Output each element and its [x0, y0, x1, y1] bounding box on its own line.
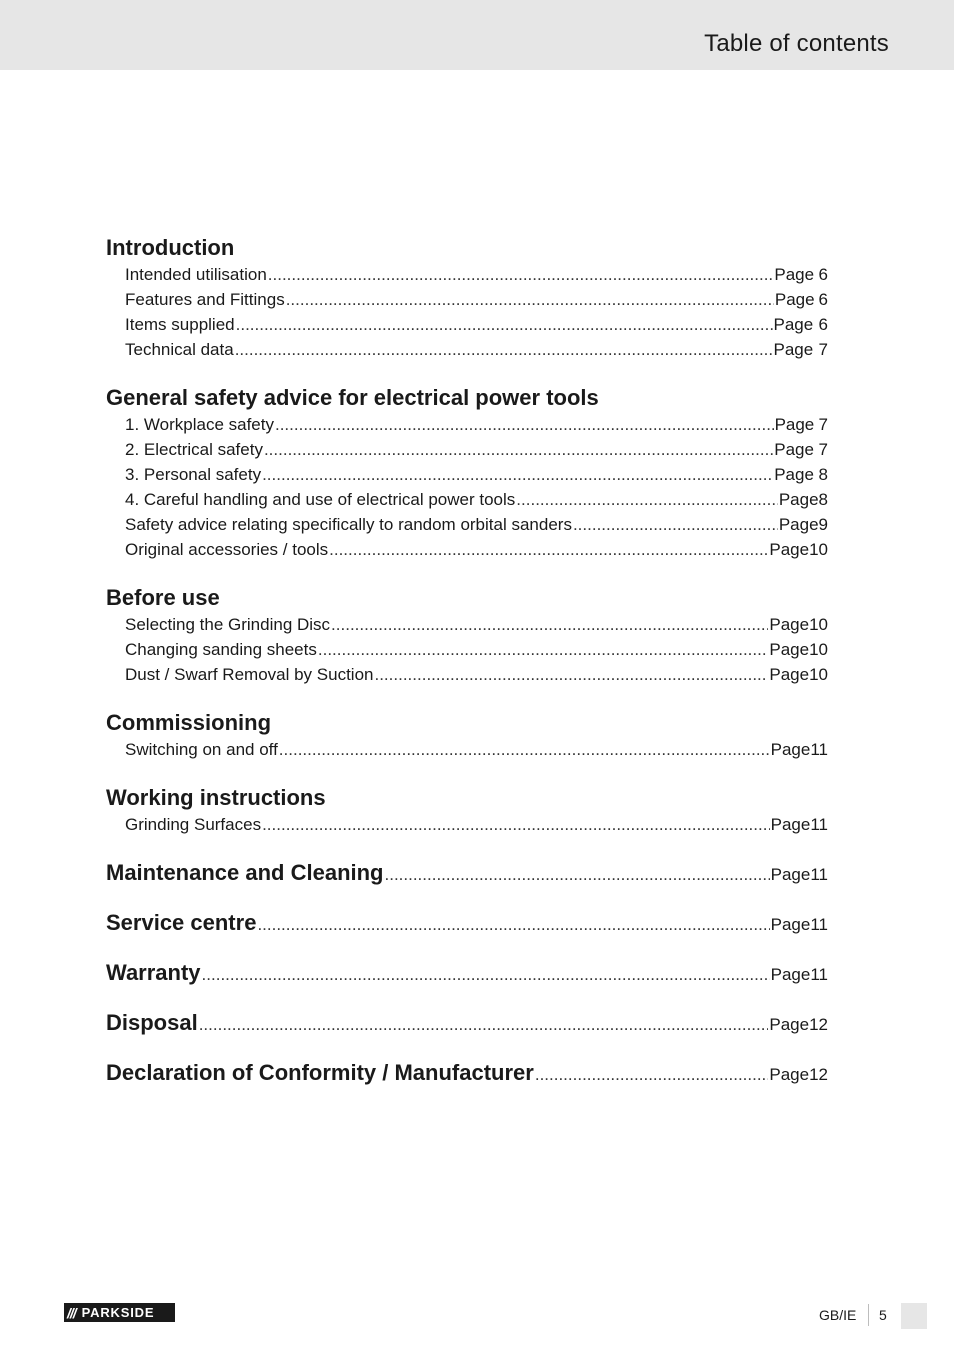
- toc-entry[interactable]: [125, 415, 828, 437]
- page-word: Page: [770, 865, 811, 884]
- page-word: Page: [769, 665, 810, 684]
- footer-divider: [868, 1304, 869, 1326]
- toc-heading-label: Warranty: [106, 960, 201, 985]
- page-word: Page: [778, 515, 819, 534]
- toc-entry[interactable]: [125, 615, 828, 637]
- dot-leader: [329, 540, 768, 560]
- dot-leader: [535, 1065, 769, 1085]
- toc-entry[interactable]: [125, 465, 828, 487]
- dot-leader: [262, 815, 770, 835]
- dot-leader: [286, 290, 774, 310]
- page-word: Page: [769, 540, 810, 559]
- page-word: Page: [773, 340, 814, 359]
- toc-entry[interactable]: [125, 540, 828, 562]
- toc-heading-entry[interactable]: [106, 960, 828, 988]
- dot-leader: [199, 1015, 769, 1035]
- page-word: Page: [770, 815, 811, 834]
- toc-entry-label: Safety advice relating specifically to random orbital sanders: [125, 515, 572, 534]
- page-number: 6: [818, 315, 828, 334]
- page-word: Page: [774, 290, 815, 309]
- toc-entry[interactable]: [125, 290, 828, 312]
- dot-leader: [374, 665, 768, 685]
- toc-entry[interactable]: [125, 515, 828, 537]
- toc-entry-label: 4. Careful handling and use of electrical power tools: [125, 490, 516, 509]
- page-number: 11: [810, 965, 828, 984]
- dot-leader: [516, 490, 778, 510]
- page-number: 11: [810, 815, 828, 834]
- logo-stripes-icon: ///: [67, 1304, 76, 1321]
- toc-entry-label: Items supplied: [125, 315, 235, 334]
- page-number: 7: [818, 340, 828, 359]
- page-number: 10: [809, 665, 828, 684]
- toc-entry[interactable]: [125, 340, 828, 362]
- page-word: Page: [770, 740, 811, 759]
- dot-leader: [279, 740, 770, 760]
- page-number: 10: [809, 615, 828, 634]
- toc-heading-label: Service centre: [106, 910, 257, 935]
- section-title-introduction: Introduction: [106, 235, 235, 260]
- page-number: 11: [810, 740, 828, 759]
- page-word: Page: [774, 465, 814, 484]
- page-word: Page: [769, 1015, 810, 1034]
- toc-heading-label: Declaration of Conformity / Manufacturer: [106, 1060, 534, 1085]
- toc-heading-entry[interactable]: [106, 1010, 828, 1038]
- page-word: Page: [774, 415, 815, 434]
- dot-leader: [268, 265, 774, 285]
- page-word: Page: [769, 1065, 810, 1084]
- toc-entry[interactable]: [125, 265, 828, 287]
- page-number: 6: [818, 265, 828, 284]
- toc-entry-label: 2. Electrical safety: [125, 440, 263, 459]
- dot-leader: [202, 965, 770, 985]
- header-band: [0, 0, 954, 70]
- page-number: 8: [818, 490, 828, 509]
- page-number: 10: [809, 640, 828, 659]
- toc-entry-label: Original accessories / tools: [125, 540, 329, 559]
- dot-leader: [264, 440, 773, 460]
- toc-heading-entry[interactable]: [106, 1060, 828, 1088]
- page-number: 11: [810, 865, 828, 884]
- page-word: Page: [770, 965, 811, 984]
- toc-entry-label: 3. Personal safety: [125, 465, 262, 484]
- toc-heading-label: Disposal: [106, 1010, 198, 1035]
- dot-leader: [331, 615, 768, 635]
- section-title-general-safety: General safety advice for electrical power tools: [106, 385, 599, 410]
- toc-entry-label: Intended utilisation: [125, 265, 267, 284]
- section-title-before-use: Before use: [106, 585, 220, 610]
- toc-entry-label: Changing sanding sheets: [125, 640, 317, 659]
- page-word: Page: [774, 265, 815, 284]
- language-code: GB/IE: [819, 1307, 857, 1323]
- section-title-working-instructions: Working instructions: [106, 785, 326, 810]
- logo-text: PARKSIDE: [81, 1305, 155, 1320]
- page-number: 8: [818, 465, 828, 484]
- toc-entry-label: Features and Fittings: [125, 290, 285, 309]
- page-number: 12: [809, 1015, 828, 1034]
- page-number: 12: [809, 1065, 828, 1084]
- page-number: 11: [810, 915, 828, 934]
- toc-entry[interactable]: [125, 740, 828, 762]
- toc-heading-label: Maintenance and Cleaning: [106, 860, 384, 885]
- page-number: 7: [818, 440, 828, 459]
- toc-entry[interactable]: [125, 490, 828, 512]
- page-word: Page: [770, 915, 811, 934]
- toc-entry-label: Switching on and off: [125, 740, 278, 759]
- page-number: 10: [809, 540, 828, 559]
- toc-entry[interactable]: [125, 815, 828, 837]
- dot-leader: [235, 340, 773, 360]
- toc-entry-label: Technical data: [125, 340, 234, 359]
- toc-entry[interactable]: [125, 665, 828, 687]
- footer-tab-marker: [901, 1303, 927, 1329]
- toc-entry-label: Grinding Surfaces: [125, 815, 262, 834]
- page-number: 9: [818, 515, 828, 534]
- dot-leader: [262, 465, 773, 485]
- dot-leader: [318, 640, 769, 660]
- toc-entry[interactable]: [125, 640, 828, 662]
- page-number: 7: [818, 415, 828, 434]
- dot-leader: [275, 415, 774, 435]
- toc-entry[interactable]: [125, 315, 828, 337]
- toc-entry-label: Selecting the Grinding Disc: [125, 615, 331, 634]
- toc-entry-label: Dust / Swarf Removal by Suction: [125, 665, 374, 684]
- toc-entry[interactable]: [125, 440, 828, 462]
- page-word: Page: [769, 640, 810, 659]
- toc-heading-entry[interactable]: [106, 910, 828, 938]
- page-word: Page: [778, 490, 819, 509]
- toc-heading-entry[interactable]: [106, 860, 828, 888]
- dot-leader: [573, 515, 778, 535]
- page-word: Page: [769, 615, 810, 634]
- page-number: 6: [818, 290, 828, 309]
- dot-leader: [236, 315, 773, 335]
- footer-page-number: 5: [879, 1307, 887, 1323]
- toc-entry-label: 1. Workplace safety: [125, 415, 274, 434]
- section-title-commissioning: Commissioning: [106, 710, 272, 735]
- page-word: Page: [773, 315, 814, 334]
- dot-leader: [385, 865, 770, 885]
- page-word: Page: [774, 440, 814, 459]
- page-title: Table of contents: [704, 30, 889, 57]
- parkside-logo: [64, 1303, 175, 1322]
- dot-leader: [257, 915, 769, 935]
